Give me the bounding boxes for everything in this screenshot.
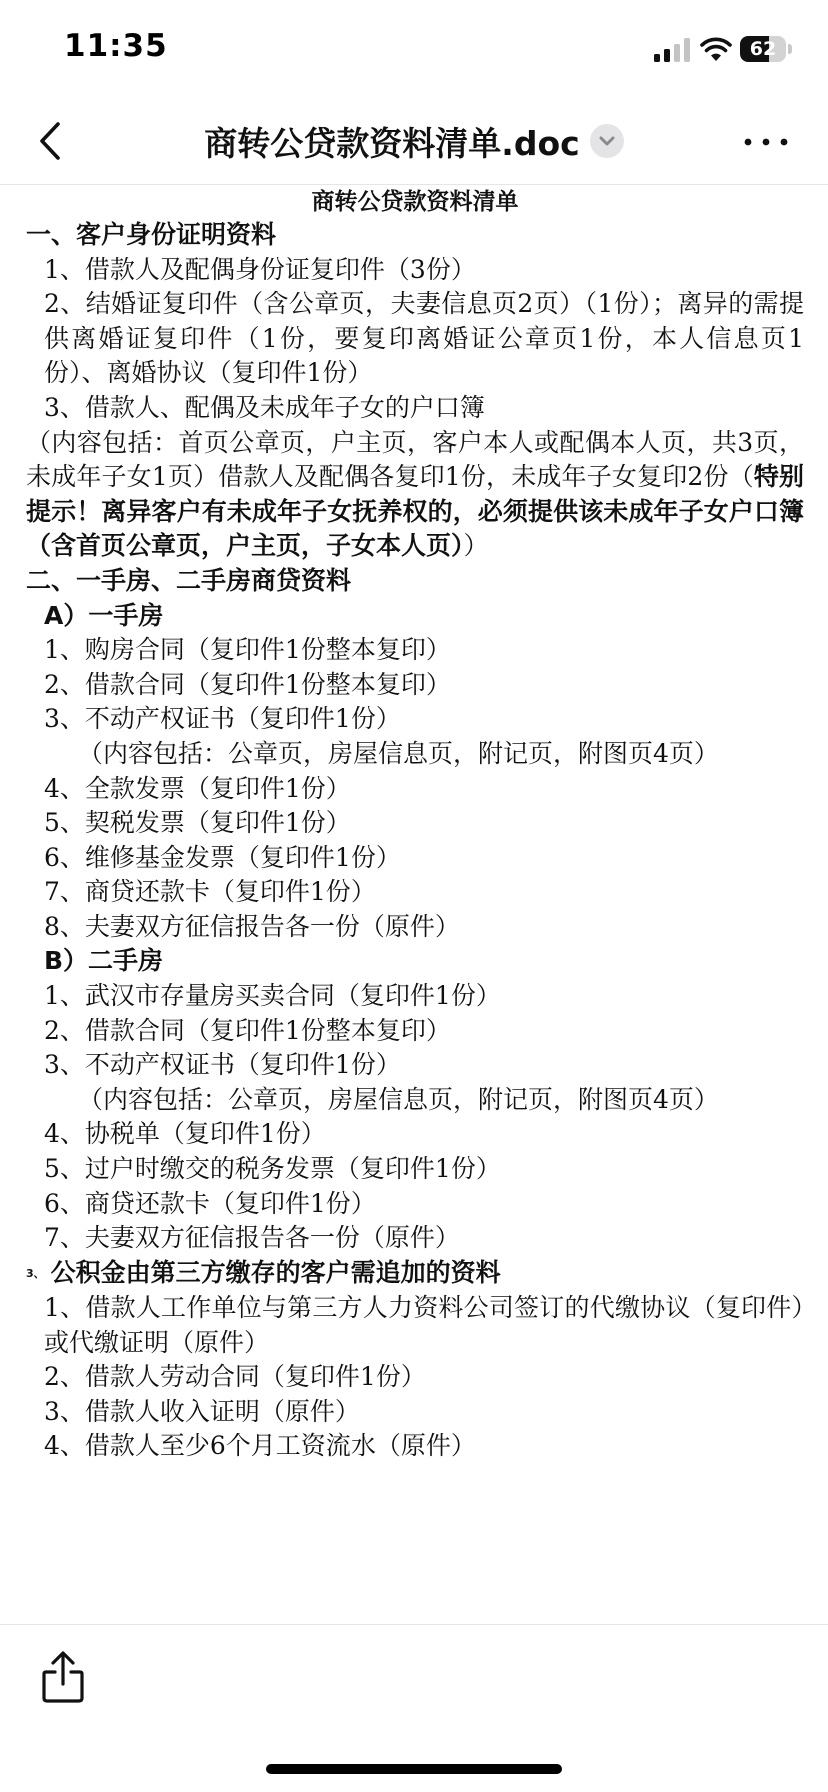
list-item bbox=[26, 287, 804, 391]
document-title: 商转公贷款资料清单.doc bbox=[204, 123, 580, 163]
list-item-text: 2、结婚证复印件（含公章页，夫妻信息页2页）（1份）；离异的需提供离婚证复印件（1份，要复印离婚证公章页1份，本人信息页1份）、离婚协议（复印件1份） bbox=[44, 289, 804, 388]
detail-text: （内容包括：首页公章页，户主页，客户本人或配偶本人页，共3页，未成年子女1页）借款人及配偶各复印1份，未成年子女复印2份（ bbox=[26, 427, 804, 492]
list-item: 4、借款人至少6个月工资流水（原件） bbox=[44, 1431, 476, 1461]
list-item: 2、借款合同（复印件1份整本复印） bbox=[44, 669, 451, 699]
list-item: 4、全款发票（复印件1份） bbox=[44, 773, 351, 803]
list-item: 6、商贷还款卡（复印件1份） bbox=[44, 1188, 376, 1218]
list-item: 8、夫妻双方征信报告各一份（原件） bbox=[44, 911, 460, 941]
wifi-icon bbox=[700, 36, 732, 62]
nav-title-group[interactable] bbox=[120, 116, 708, 166]
list-item: 7、商贷还款卡（复印件1份） bbox=[44, 877, 376, 907]
status-bar bbox=[0, 0, 828, 100]
section-heading: 一、客户身份证明资料 bbox=[26, 220, 277, 249]
battery-icon bbox=[740, 36, 792, 62]
toolbar-divider bbox=[0, 1624, 828, 1625]
detail-close: ） bbox=[463, 531, 489, 561]
section-heading bbox=[26, 1256, 804, 1291]
list-item: 7、夫妻双方征信报告各一份（原件） bbox=[44, 1223, 460, 1253]
chevron-down-icon[interactable] bbox=[590, 124, 624, 158]
back-chevron-icon[interactable] bbox=[34, 118, 74, 164]
document-content bbox=[26, 186, 804, 1586]
list-item: 1、武汉市存量房买卖合同（复印件1份） bbox=[44, 981, 501, 1011]
list-item: 3、借款人收入证明（原件） bbox=[44, 1396, 360, 1426]
doc-title: 商转公贷款资料清单 bbox=[311, 189, 519, 215]
section-number: 3、 bbox=[26, 1266, 45, 1280]
nav-bar bbox=[0, 100, 828, 185]
subsection-heading: A）一手房 bbox=[44, 600, 164, 630]
list-item: 3、不动产权证书（复印件1份） bbox=[44, 704, 401, 734]
special-note: 特别提示！离异客户有未成年子女抚养权的，必须提供该未成年子女户口簿（含首页公章页，户主页，子女本人页） bbox=[26, 462, 804, 561]
battery-level: 62 bbox=[749, 38, 777, 60]
list-item: 3、不动产权证书（复印件1份） bbox=[44, 1050, 401, 1080]
subsection-heading: B）二手房 bbox=[44, 946, 164, 976]
list-item-note bbox=[26, 1083, 804, 1118]
list-item-text: 1、借款人工作单位与第三方人力资料公司签订的代缴协议（复印件）或代缴证明（原件） bbox=[44, 1293, 804, 1357]
list-item: 1、借款人及配偶身份证复印件（3份） bbox=[44, 254, 476, 284]
home-indicator[interactable] bbox=[266, 1764, 562, 1774]
list-item: 5、过户时缴交的税务发票（复印件1份） bbox=[44, 1154, 501, 1184]
list-item: 4、协税单（复印件1份） bbox=[44, 1119, 326, 1149]
note-text: （内容包括：公章页，房屋信息页，附记页，附图页4页） bbox=[78, 738, 719, 768]
share-icon[interactable] bbox=[40, 1650, 86, 1704]
list-item-note bbox=[26, 737, 804, 772]
list-item-detail bbox=[26, 426, 804, 564]
signal-icon bbox=[654, 38, 690, 62]
list-item: 6、维修基金发票（复印件1份） bbox=[44, 842, 401, 872]
note-text: （内容包括：公章页，房屋信息页，附记页，附图页4页） bbox=[78, 1084, 719, 1114]
section-heading: 二、一手房、二手房商贷资料 bbox=[26, 565, 352, 595]
list-item bbox=[26, 1291, 804, 1360]
section-heading-text: 公积金由第三方缴存的客户需追加的资料 bbox=[50, 1257, 501, 1287]
list-item: 3、借款人、配偶及未成年子女的户口簿 bbox=[44, 392, 485, 422]
list-item: 1、购房合同（复印件1份整本复印） bbox=[44, 635, 451, 665]
status-time: 11:35 bbox=[64, 28, 168, 64]
list-item: 5、契税发票（复印件1份） bbox=[44, 808, 351, 838]
more-icon[interactable] bbox=[738, 124, 794, 160]
list-item: 2、借款人劳动合同（复印件1份） bbox=[44, 1362, 426, 1392]
list-item: 2、借款合同（复印件1份整本复印） bbox=[44, 1015, 451, 1045]
